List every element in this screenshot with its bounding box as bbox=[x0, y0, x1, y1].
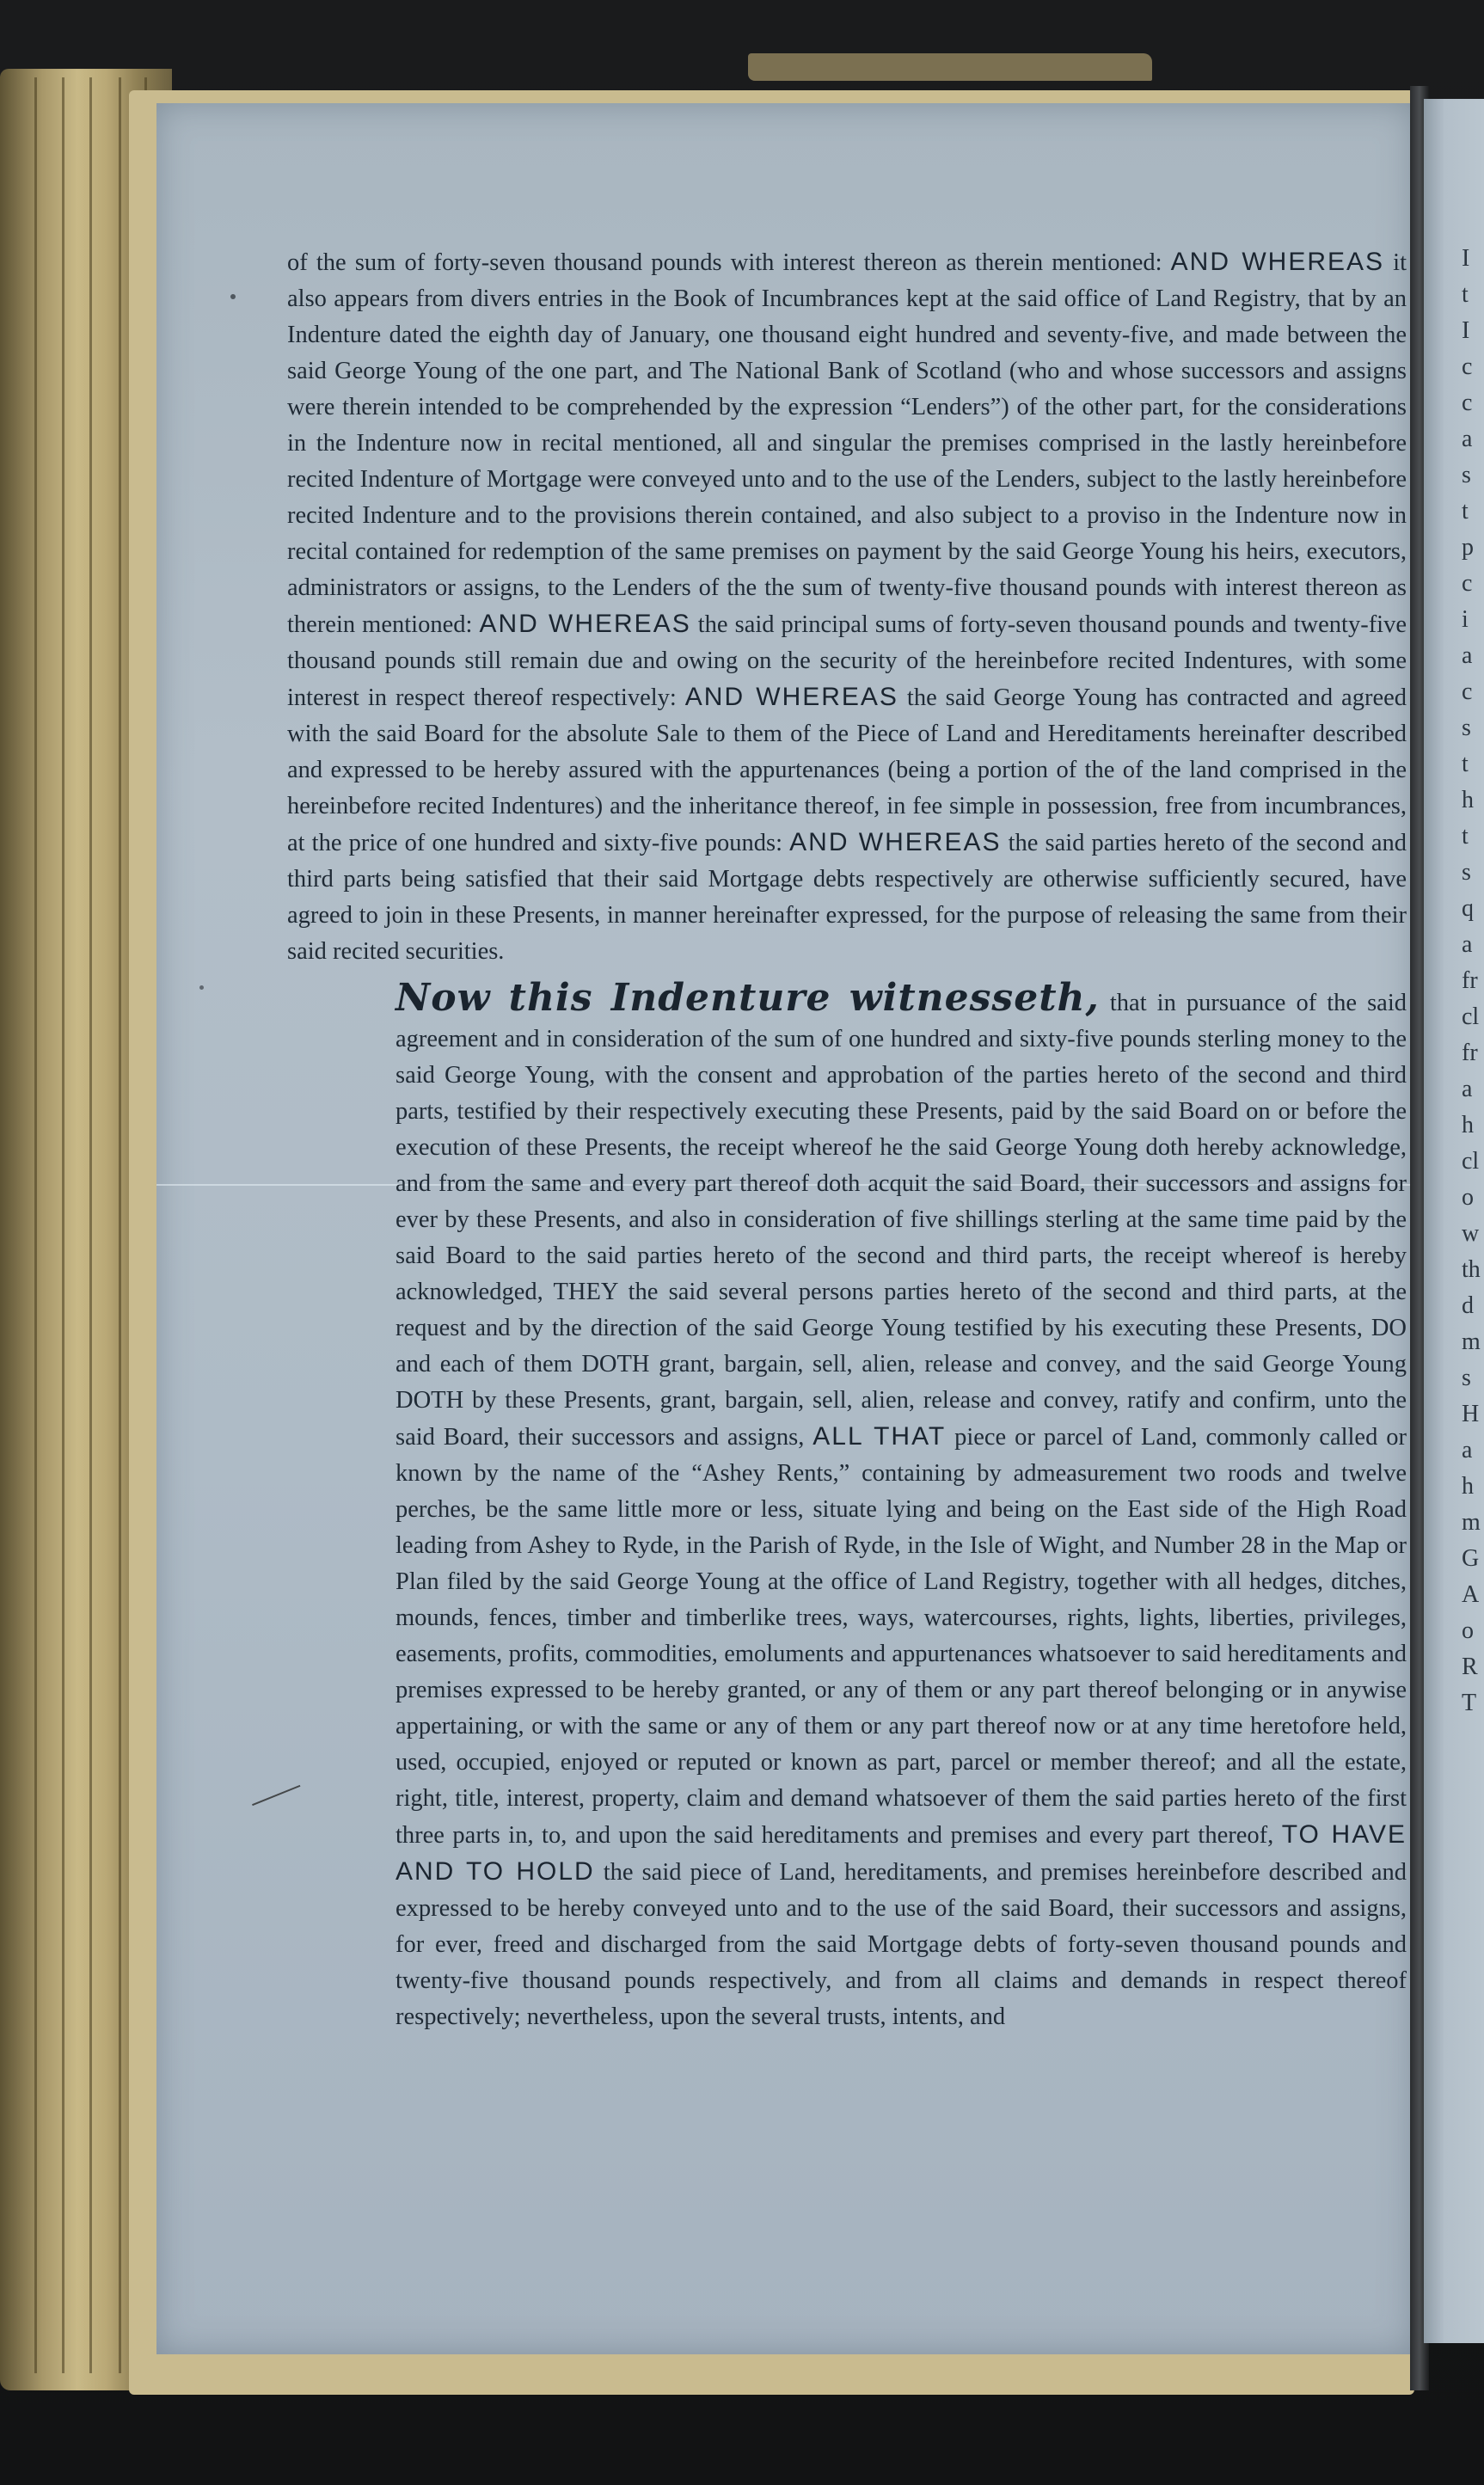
adjacent-letter: t bbox=[1462, 281, 1469, 308]
page-edge-line bbox=[119, 77, 121, 2373]
adjacent-letter: T bbox=[1462, 1690, 1477, 1716]
text-segment: piece or parcel of Land, commonly called or known by the name of the “Ashey Rents,” containing by admeasurement two roods and twelve perches, be the same little more or less, situate lying and being on the East side of the High Road leading from Ashey to Ryde, in the Parish of Ryde, in the Isle of Wight, and Number 28 in the Map or Plan filed by the said George Young at the office of Land Registry, together with all hedges, ditches, mounds, fences, timber and timberlike trees, ways, watercourses, rights, lights, liberties, privileges, easements, profits, commodities, emoluments and appurtenances whatsoever to said hereditaments and premises expressed to be hereby granted, or any of them or any part thereof belonging or in anywise appertaining, or with the same or any of them or any part thereof now or at any time heretofore held, used, occupied, enjoyed or reputed or known as part, parcel or member thereof; and all the estate, right, title, interest, property, claim and demand whatsoever of them the said parties hereto of the first three parts in, to, and upon the said hereditaments and premises and every part thereof, bbox=[396, 1424, 1407, 1849]
adjacent-letter: A bbox=[1462, 1581, 1480, 1608]
adjacent-letter: a bbox=[1462, 1437, 1473, 1463]
adjacent-letter: G bbox=[1462, 1545, 1480, 1572]
adjacent-letter: t bbox=[1462, 751, 1469, 777]
page-edge-line bbox=[34, 77, 37, 2373]
adjacent-letter: s bbox=[1462, 715, 1471, 741]
adjacent-letter: c bbox=[1462, 678, 1473, 705]
text-segment: the said piece of Land, hereditaments, and premises hereinbefore described and expressed to be hereby conveyed unto and to the use of the said Board, their successors and assigns, for ever, freed and discharged from the said Mortgage debts of forty-seven thousand pounds and twenty-five thousand pounds respectively, and from all claims and demands in respect thereof respectively; nevertheless, upon the several trusts, intents, and bbox=[396, 1859, 1407, 2030]
caps-keyword: AND WHEREAS bbox=[684, 683, 898, 711]
adjacent-letter: a bbox=[1462, 426, 1473, 452]
adjacent-letter: d bbox=[1462, 1292, 1474, 1319]
page-edge-line bbox=[62, 77, 64, 2373]
adjacent-letter: th bbox=[1462, 1256, 1481, 1283]
adjacent-letter: h bbox=[1462, 1112, 1474, 1138]
ink-dot-mark bbox=[230, 294, 236, 299]
adjacent-letter: m bbox=[1462, 1509, 1481, 1536]
adjacent-letter: I bbox=[1462, 317, 1470, 344]
adjacent-letter: q bbox=[1462, 895, 1474, 922]
caps-keyword: AND WHEREAS bbox=[1170, 248, 1385, 276]
adjacent-letter: t bbox=[1462, 498, 1469, 525]
adjacent-letter: a bbox=[1462, 642, 1473, 669]
text-segment: the said principal sums of forty-seven thousand pounds and twenty-five thousand pounds still remain due and owing on the security of the hereinbefore recited Indentures, with some interest in respect thereof respectively: bbox=[287, 611, 1407, 711]
witnesseth-heading: Now this Indenture witnesseth, bbox=[396, 976, 1100, 1020]
text-segment: of the sum of forty-seven thousand pounds with interest thereon as therein mentioned: bbox=[287, 249, 1171, 276]
adjacent-page-text bbox=[1462, 241, 1484, 2218]
recitals-paragraph bbox=[287, 244, 1407, 970]
adjacent-letter: cl bbox=[1462, 1148, 1480, 1175]
adjacent-letter: w bbox=[1462, 1220, 1480, 1247]
adjacent-letter: o bbox=[1462, 1617, 1474, 1644]
caps-keyword: TO HAVE AND TO HOLD bbox=[396, 1820, 1407, 1886]
adjacent-letter: t bbox=[1462, 823, 1469, 850]
adjacent-letter: R bbox=[1462, 1654, 1478, 1680]
adjacent-letter: s bbox=[1462, 859, 1471, 886]
adjacent-letter: cl bbox=[1462, 1003, 1480, 1030]
adjacent-letter: H bbox=[1462, 1401, 1480, 1427]
adjacent-letter: fr bbox=[1462, 1040, 1478, 1066]
adjacent-letter: h bbox=[1462, 1473, 1474, 1500]
adjacent-letter: c bbox=[1462, 570, 1473, 597]
text-segment: the said George Young has contracted and agreed with the said Board for the absolute Sale to them of the Piece of Land and Hereditaments hereinafter described and expressed to be hereby assured with the appurtenances (being a portion of the of the land comprised in the hereinbefore recited Indentures) and the inheritance thereof, in fee simple in possession, free from incumbrances, at the price of one hundred and sixty-five pounds: bbox=[287, 684, 1407, 856]
page-edge-line bbox=[89, 77, 92, 2373]
caps-keyword: ALL THAT bbox=[813, 1422, 947, 1451]
adjacent-letter: a bbox=[1462, 931, 1473, 958]
text-segment: the said parties hereto of the second and third parts being satisfied that their said Mortgage debts respectively are otherwise sufficiently secured, have agreed to join in these Presents, in manner hereinafter expressed, for the purpose of releasing the same from their said recited securities. bbox=[287, 830, 1407, 965]
adjacent-letter: c bbox=[1462, 353, 1473, 380]
adjacent-letter: I bbox=[1462, 245, 1470, 272]
adjacent-letter: p bbox=[1462, 534, 1474, 561]
adjacent-letter: h bbox=[1462, 787, 1474, 813]
indenture-text bbox=[287, 244, 1407, 2239]
caps-keyword: AND WHEREAS bbox=[479, 610, 691, 638]
adjacent-letter: o bbox=[1462, 1184, 1474, 1211]
adjacent-letter: a bbox=[1462, 1076, 1473, 1102]
caps-keyword: AND WHEREAS bbox=[789, 828, 1002, 856]
adjacent-letter: m bbox=[1462, 1328, 1481, 1355]
adjacent-letter: s bbox=[1462, 462, 1471, 488]
text-segment: it also appears from divers entries in the Book of Incumbrances kept at the said office of Land Registry, that by an Indenture dated the eighth day of January, one thousand eight hundred and seventy-five, and made between the said George Young of the one part, and The National Bank of Scotland (who and whose successors and assigns were therein intended to be comprehended by the expression “Lenders”) of the other part, for the considerations in the Indenture now in recital mentioned, all and singular the premises comprised in the lastly hereinbefore recited Indenture of Mortgage were conveyed unto and to the use of the Lenders, subject to the lastly hereinbefore recited Indenture and to the provisions therein contained, and also subject to a proviso in the Indenture now in recital contained for redemption of the same premises on payment by the said George Young his heirs, executors, administrators or assigns, to the Lenders of the the sum of twenty-five thousand pounds with interest thereon as therein mentioned: bbox=[287, 249, 1407, 638]
text-segment: that in pursuance of the said agreement and in consideration of the sum of one hundred and sixty-five pounds sterling money to the said George Young, with the consent and approbation of the parties hereto of the second and third parts, testified by their respectively executing these Presents, paid by the said Board on or before the execution of these Presents, the receipt whereof he the said George Young doth hereby acknowledge, and from the same and every part thereof doth acquit the said Board, their successors and assigns for ever by these Presents, and also in consideration of five shillings sterling at the same time paid by the said Board to the said parties hereto of the second and third parts, the receipt whereof is hereby acknowledged, THEY the said several persons parties hereto of the second and third parts, at the request and by the direction of the said George Young testified by his executing these Presents, DO and each of them DOTH grant, bargain, sell, alien, release and convey, and the said George Young DOTH by these Presents, grant, bargain, sell, alien, release and convey, ratify and confirm, unto the said Board, their successors and assigns, bbox=[396, 990, 1407, 1451]
torn-page-fragment bbox=[748, 53, 1152, 81]
adjacent-letter: fr bbox=[1462, 967, 1478, 994]
adjacent-letter: s bbox=[1462, 1365, 1471, 1391]
ink-dot-mark bbox=[199, 985, 204, 990]
adjacent-letter: i bbox=[1462, 606, 1469, 633]
adjacent-letter: c bbox=[1462, 390, 1473, 416]
witnesseth-paragraph bbox=[287, 976, 1407, 2035]
